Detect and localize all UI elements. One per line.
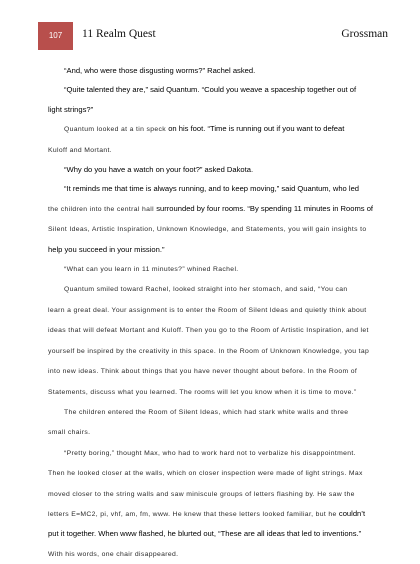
paragraph	[48, 259, 388, 279]
text-run: couldn’t	[338, 508, 366, 518]
text-run: With his words, one chair disappeared.	[48, 550, 179, 558]
text-line	[48, 119, 388, 139]
text-run: Statements, discuss what you learned. The rooms will let you know when it is time to move.”	[48, 388, 357, 396]
text-line	[48, 443, 388, 463]
text-line: help you succeed in your mission.”	[48, 244, 165, 254]
text-line	[48, 544, 388, 564]
text-line: “Why do you have a watch on your foot?” asked Dakota.	[64, 165, 254, 175]
text-line	[48, 219, 388, 239]
text-run: learn a great deal. Your assignment is to enter the Room of Silent Ideas and quietly think about	[48, 306, 367, 314]
page-body	[48, 61, 388, 564]
text-run: yourself be inspired by the creativity in this space. In the Room of Unknown Knowledge, you tap	[48, 347, 370, 355]
text-line	[48, 504, 388, 524]
text-line: light strings?”	[48, 104, 94, 114]
paragraph	[48, 61, 388, 80]
text-line: put it together. When www flashed, he blurted out, “These are all ideas that led to inventions.”	[48, 529, 362, 539]
text-line	[48, 382, 388, 402]
text-line: “Quite talented they are,” said Quantum. “Could you weave a spaceship together out of	[64, 85, 357, 95]
text-line	[48, 199, 388, 219]
text-line	[48, 140, 388, 160]
text-run: Quantum looked at a tin speck	[64, 126, 169, 134]
paragraph	[48, 402, 388, 443]
paragraph	[48, 443, 388, 564]
text-run: “What can you learn in 11 minutes?” whined Rachel.	[64, 266, 239, 274]
text-line	[48, 361, 388, 381]
text-run: on his foot. “Time is running out if you want to defeat	[168, 124, 345, 134]
text-run: into new ideas. Think about things that you have never thought about before. In the Room of	[48, 368, 358, 376]
text-line	[48, 300, 388, 320]
text-line	[48, 279, 388, 299]
text-run: moved closer to the string walls and saw miniscule groups of letters flashing by. He saw the	[48, 490, 355, 498]
text-line	[48, 484, 388, 504]
page-number-badge: 107	[38, 22, 73, 50]
paragraph	[48, 80, 388, 119]
text-run: small chairs.	[48, 429, 91, 437]
text-line	[48, 402, 388, 422]
text-run: surrounded by four rooms. “By spending 11 minutes in Rooms of	[156, 203, 374, 213]
text-run: letters E=MC2, pi, vhf, am, fm, www. He knew that these letters looked familiar, but he	[48, 510, 339, 518]
text-run: Kuloff and Mortant.	[48, 146, 112, 154]
text-line	[48, 259, 388, 279]
text-run: ideas that will defeat Mortant and Kuloff. Then you go to the Room of Artistic Inspiration, and let	[48, 327, 369, 335]
text-run: Quantum smiled toward Rachel, looked straight into her stomach, and said, “You can	[64, 286, 348, 294]
text-line	[48, 320, 388, 340]
paragraph	[48, 279, 388, 401]
text-line	[48, 341, 388, 361]
paragraph	[48, 119, 388, 160]
text-run: the children into the central hall	[48, 205, 157, 213]
text-run: The children entered the Room of Silent Ideas, which had stark white walls and three	[64, 408, 349, 416]
text-run: Silent Ideas, Artistic Inspiration, Unknown Knowledge, and Statements, you will gain insights to	[48, 226, 367, 234]
text-line	[48, 463, 388, 483]
paragraph	[48, 160, 388, 179]
text-line: “It reminds me that time is always running, and to keep moving,” said Quantum, who led	[64, 184, 360, 194]
text-line	[48, 422, 388, 442]
text-line: “And, who were those disgusting worms?” Rachel asked.	[64, 66, 256, 75]
text-run: Then he looked closer at the walls, which on closer inspection were made of light strings. Max	[48, 470, 363, 478]
page-header	[38, 22, 388, 50]
book-title: 11 Realm Quest	[82, 28, 156, 40]
paragraph	[48, 179, 388, 259]
text-run: “Pretty boring,” thought Max, who had to work hard not to verbalize his disappointment.	[64, 449, 356, 457]
author-name: Grossman	[341, 28, 388, 40]
